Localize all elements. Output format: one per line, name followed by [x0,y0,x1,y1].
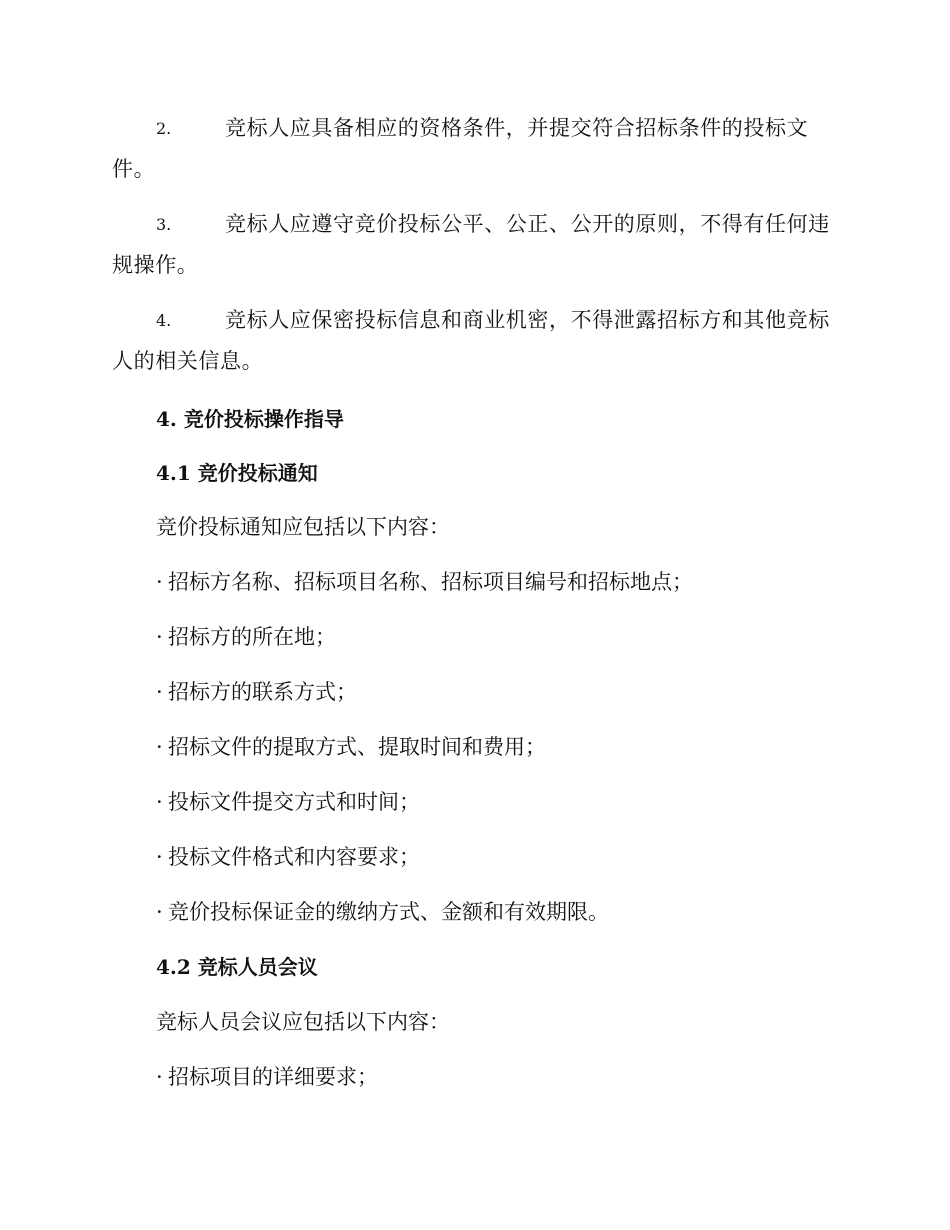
clause-text: 竞标人应遵守竞价投标公平、公正、公开的原则，不得有任何违规操作。 [112,212,830,277]
list-item-text: 投标文件格式和内容要求； [168,845,420,869]
subsection-heading: 4.2 竞标人员会议 [156,955,318,979]
bullet-marker: · [156,845,163,869]
clause-number: 4. [156,311,172,330]
bullet-marker: · [156,790,163,814]
bullet-marker: · [156,900,163,924]
list-item [156,732,546,762]
subsection-heading: 4.1 竞价投标通知 [156,461,318,485]
list-item-text: 招标方名称、招标项目名称、招标项目编号和招标地点； [168,570,693,594]
list-item-text: 竞价投标保证金的缴纳方式、金额和有效期限。 [168,900,609,924]
list-item [156,897,609,927]
list-item-text: 招标文件的提取方式、提取时间和费用； [168,735,546,759]
bullet-marker: · [156,680,163,704]
clause-number: 2. [156,119,172,138]
list-item [156,842,420,872]
subsection-intro: 竞价投标通知应包括以下内容： [156,515,450,539]
clause-4 [112,300,840,382]
clause-3 [112,204,840,286]
clause-text: 竞标人应具备相应的资格条件，并提交符合招标条件的投标文件。 [112,116,809,181]
section-heading: 4. 竞价投标操作指导 [156,407,344,431]
list-item [156,787,420,817]
list-item [156,1062,378,1092]
list-item [156,622,336,652]
list-item-text: 投标文件提交方式和时间； [168,790,420,814]
bullet-marker: · [156,735,163,759]
list-item [156,677,357,707]
clause-2 [112,108,840,190]
clause-text: 竞标人应保密投标信息和商业机密，不得泄露招标方和其他竞标人的相关信息。 [112,308,830,373]
bullet-marker: · [156,1065,163,1089]
bullet-marker: · [156,570,163,594]
list-item [156,567,693,597]
list-item-text: 招标项目的详细要求； [168,1065,378,1089]
list-item-text: 招标方的联系方式； [168,680,357,704]
clause-number: 3. [156,215,172,234]
list-item-text: 招标方的所在地； [168,625,336,649]
bullet-marker: · [156,625,163,649]
subsection-intro: 竞标人员会议应包括以下内容： [156,1010,450,1034]
